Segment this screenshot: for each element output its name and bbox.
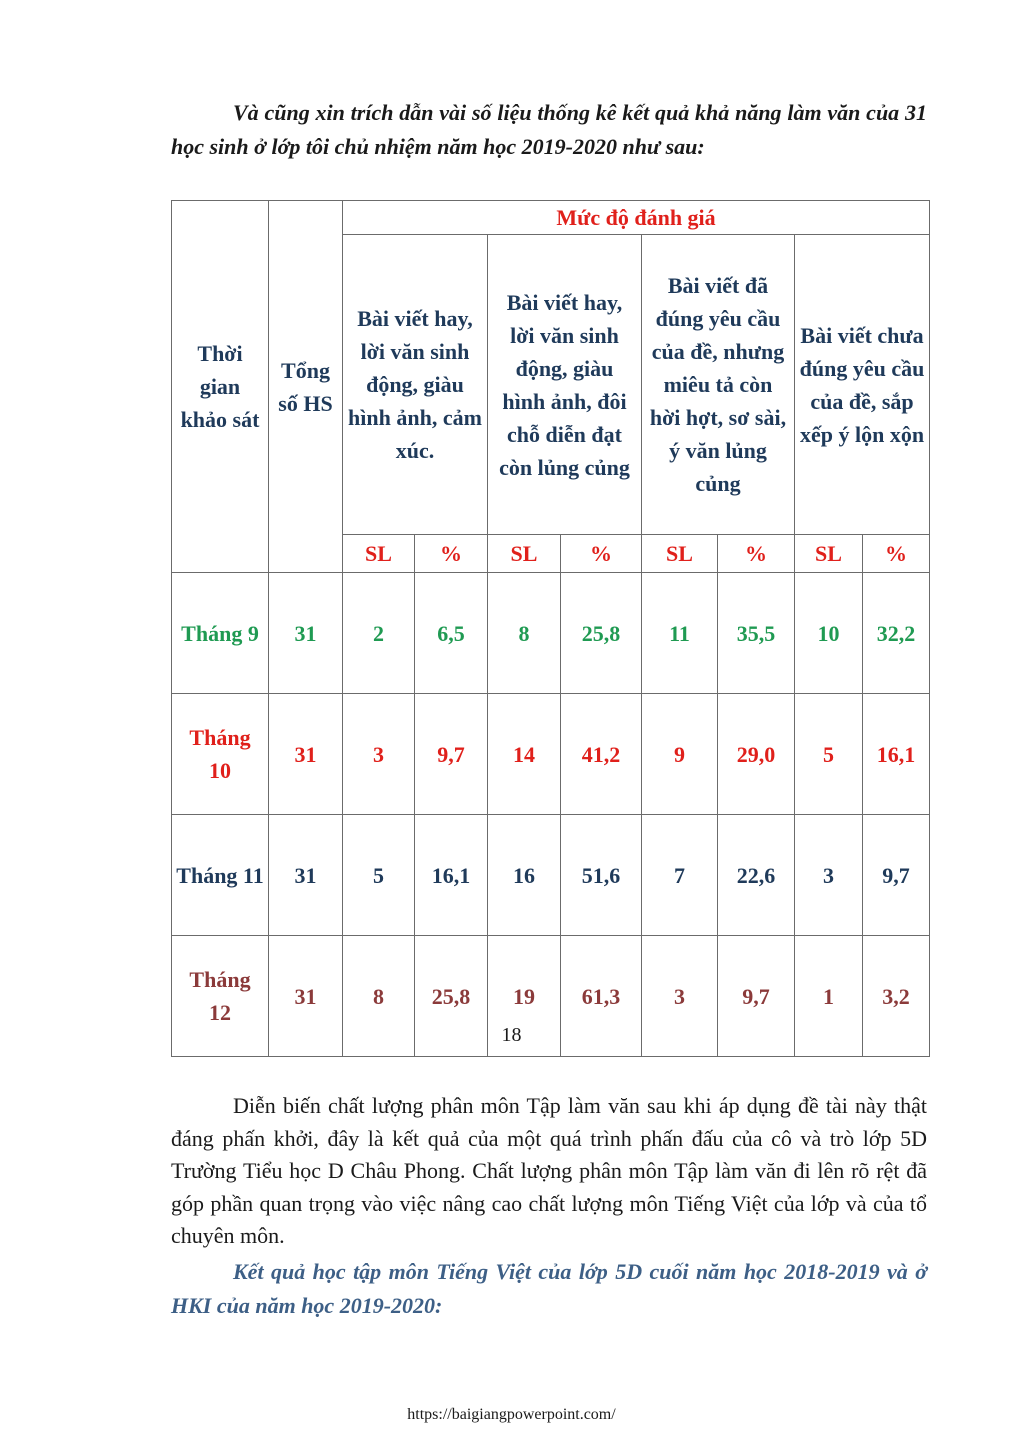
cell-value: 16,1 (415, 815, 488, 936)
header-level-1: Bài viết hay, lời văn sinh động, giàu hình ảnh, cảm xúc. (343, 235, 488, 535)
sub-header-sl: SL (343, 535, 415, 573)
header-time: Thời gian khảo sát (172, 201, 269, 573)
table-row-month-9 (172, 573, 930, 694)
cell-total: 31 (269, 815, 343, 936)
cell-total: 31 (269, 694, 343, 815)
row-label: Tháng 11 (172, 815, 269, 936)
cell-value: 9,7 (718, 936, 795, 1057)
cell-value: 16,1 (863, 694, 930, 815)
cell-value: 7 (642, 815, 718, 936)
cell-value: 19 (488, 936, 561, 1057)
cell-value: 29,0 (718, 694, 795, 815)
cell-value: 8 (488, 573, 561, 694)
table-row-month-11 (172, 815, 930, 936)
row-label: Tháng 9 (172, 573, 269, 694)
intro-paragraph: Và cũng xin trích dẫn vài số liệu thống kê kết quả khả năng làm văn của 31 học sinh ở lớp tôi chủ nhiệm năm học 2019-2020 như sau: (171, 100, 927, 159)
cell-value: 51,6 (561, 815, 642, 936)
sub-header-pct: % (561, 535, 642, 573)
cell-value: 25,8 (415, 936, 488, 1057)
cell-value: 5 (343, 815, 415, 936)
cell-value: 3,2 (863, 936, 930, 1057)
cell-value: 9,7 (863, 815, 930, 936)
row-label: Tháng 10 (172, 694, 269, 815)
table-row-month-10 (172, 694, 930, 815)
cell-value: 2 (343, 573, 415, 694)
row-label: Tháng 12 (172, 936, 269, 1057)
cell-value: 35,5 (718, 573, 795, 694)
sub-header-sl: SL (488, 535, 561, 573)
cell-value: 1 (795, 936, 863, 1057)
page-number: 18 (501, 1024, 522, 1046)
header-level-4: Bài viết chưa đúng yêu cầu của đề, sắp xếp ý lộn xộn (795, 235, 930, 535)
cell-value: 25,8 (561, 573, 642, 694)
cell-value: 8 (343, 936, 415, 1057)
header-total: Tổng số HS (269, 201, 343, 573)
cell-value: 41,2 (561, 694, 642, 815)
sub-header-sl: SL (795, 535, 863, 573)
cell-value: 14 (488, 694, 561, 815)
sub-header-pct: % (415, 535, 488, 573)
header-level-2: Bài viết hay, lời văn sinh động, giàu hình ảnh, đôi chỗ diễn đạt còn lủng củng (488, 235, 642, 535)
header-level-3: Bài viết đã đúng yêu cầu của đề, nhưng miêu tả còn hời hợt, sơ sài, ý văn lủng củng (642, 235, 795, 535)
cell-value: 9 (642, 694, 718, 815)
cell-value: 3 (343, 694, 415, 815)
result-paragraph: Diễn biến chất lượng phân môn Tập làm văn sau khi áp dụng đề tài này thật đáng phấn khởi, đây là kết quả của một quá trình phấn đấu của cô và trò lớp 5D Trường Tiểu học D Châu Phong. Chất lượng phân môn Tập làm văn đi lên rõ rệt đã góp phần quan trọng vào việc nâng cao chất lượng môn Tiếng Việt của lớp và của tổ chuyên môn. (171, 1093, 927, 1248)
cell-total: 31 (269, 936, 343, 1057)
cell-value: 22,6 (718, 815, 795, 936)
sub-header-pct: % (863, 535, 930, 573)
cell-value: 6,5 (415, 573, 488, 694)
cell-value: 16 (488, 815, 561, 936)
sub-header-pct: % (718, 535, 795, 573)
cell-value: 9,7 (415, 694, 488, 815)
cell-value: 32,2 (863, 573, 930, 694)
header-evaluation-level: Mức độ đánh giá (343, 201, 930, 235)
cell-value: 3 (642, 936, 718, 1057)
cell-value: 5 (795, 694, 863, 815)
cell-value: 61,3 (561, 936, 642, 1057)
evaluation-table (171, 200, 930, 1057)
sub-header-sl: SL (642, 535, 718, 573)
cell-value: 10 (795, 573, 863, 694)
result-subheading: Kết quả học tập môn Tiếng Việt của lớp 5D cuối năm học 2018-2019 và ở HKI của năm học 2019-2020: (171, 1259, 927, 1318)
footer-url: https://baigiangpowerpoint.com/ (407, 1406, 616, 1423)
cell-value: 11 (642, 573, 718, 694)
cell-total: 31 (269, 573, 343, 694)
cell-value: 3 (795, 815, 863, 936)
